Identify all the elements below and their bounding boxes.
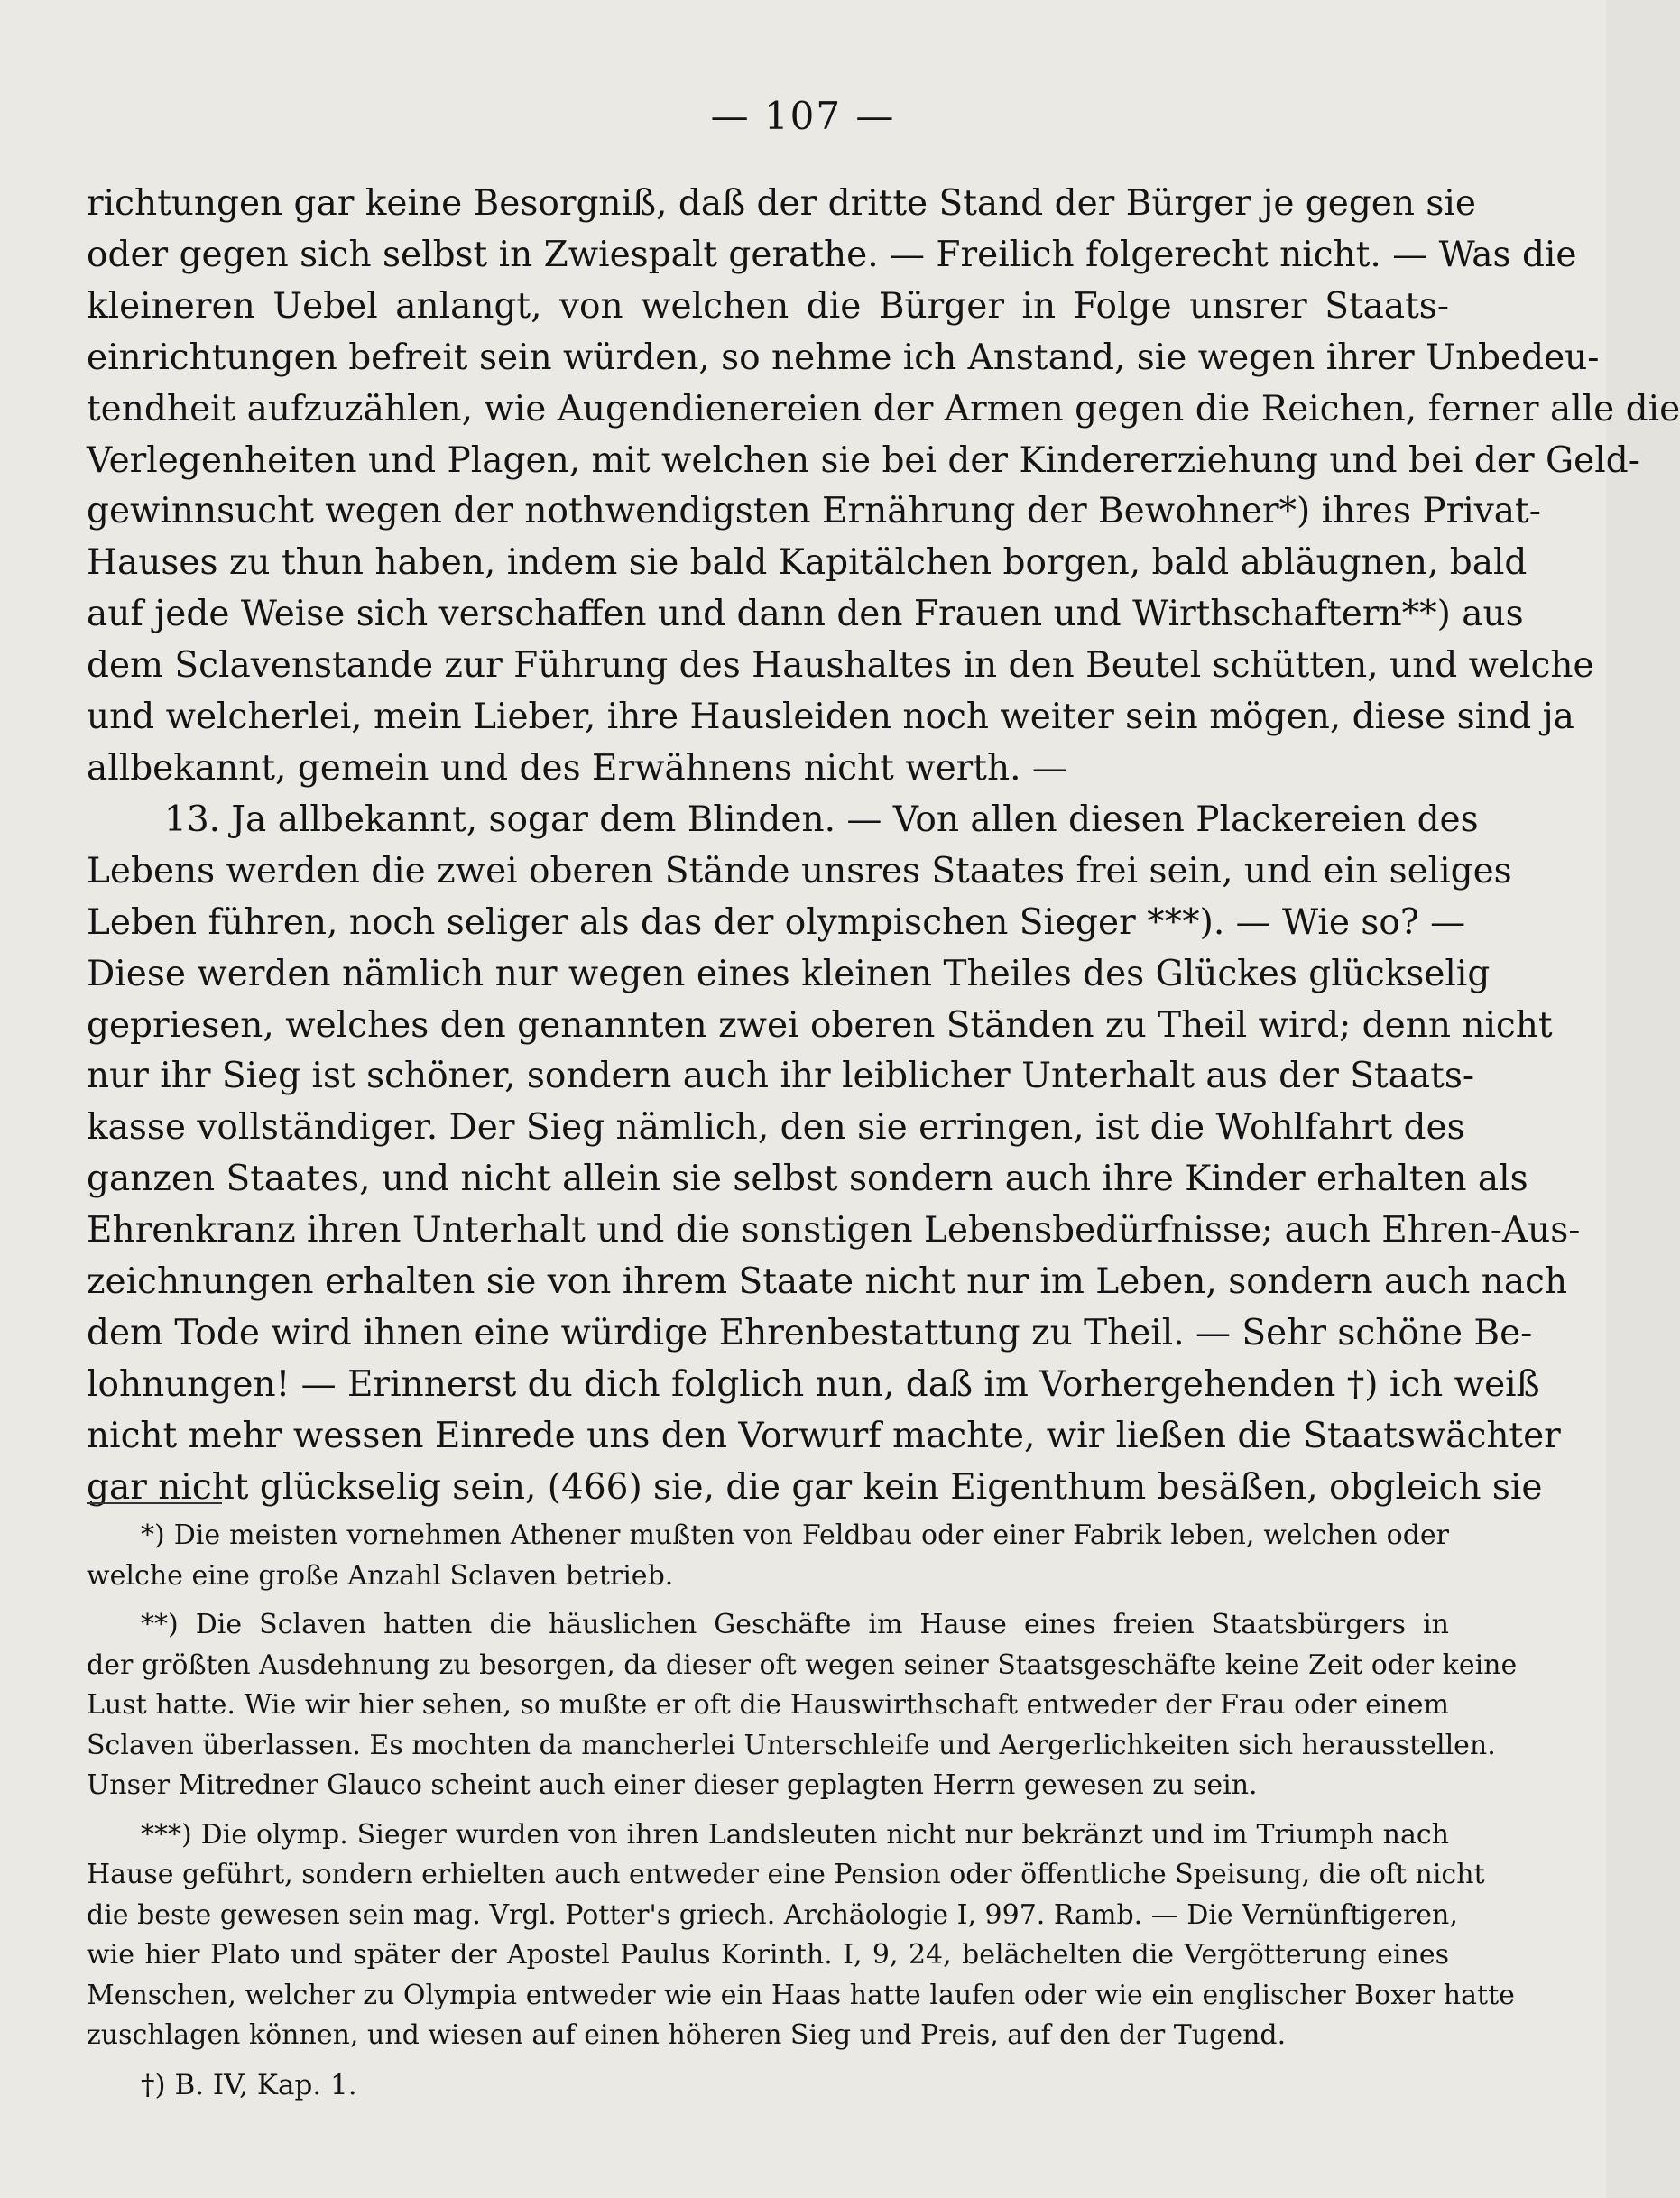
text-line: auf jede Weise sich verschaffen und dann den Frauen und Wirthschaftern**) aus [87, 594, 1524, 635]
text-line: oder gegen sich selbst in Zwiespalt gerathe. — Freilich folgerecht nicht. — Was die [87, 234, 1577, 275]
text-line: Lebens werden die zwei oberen Stände unsres Staates frei sein, und ein seliges [87, 850, 1512, 891]
main-text [87, 179, 1680, 1514]
text-line: tendheit aufzuzählen, wie Augendienereien der Armen gegen die Reichen, ferner alle die [87, 388, 1680, 429]
footnote-line: Lust hatte. Wie wir hier sehen, so mußte er oft die Hauswirthschaft entweder der Frau oder einem [87, 1689, 1449, 1721]
footnote-line: zuschlagen können, und wiesen auf einen höheren Sieg und Preis, auf den der Tugend. [87, 2019, 1287, 2051]
footnote-line: der größten Ausdehnung zu besorgen, da dieser oft wegen seiner Staatsgeschäfte keine Zeit oder keine [87, 1648, 1518, 1681]
text-line: Ehrenkranz ihren Unterhalt und die sonstigen Lebensbedürfnisse; auch Ehren-Aus- [87, 1210, 1581, 1251]
text-line: allbekannt, gemein und des Erwähnens nicht werth. — [87, 747, 1067, 789]
text-line: lohnungen! — Erinnerst du dich folglich nun, daß im Vorhergehenden †) ich weiß [87, 1363, 1540, 1405]
footnote-line: ***) Die olymp. Sieger wurden von ihren Landsleuten nicht nur bekränzt und im Triumph nach [141, 1818, 1449, 1851]
text-line: Hauses zu thun haben, indem sie bald Kapitälchen borgen, bald abläugnen, bald [87, 542, 1528, 584]
text-line: Verlegenheiten und Plagen, mit welchen sie bei der Kindererziehung und bei der Geld- [87, 439, 1640, 481]
text-line: kasse vollständiger. Der Sieg nämlich, den sie erringen, ist die Wohlfahrt des [87, 1107, 1465, 1149]
text-line: Diese werden nämlich nur wegen eines kleinen Theiles des Glückes glückselig [87, 953, 1491, 994]
text-line: dem Tode wird ihnen eine würdige Ehrenbestattung zu Theil. — Sehr schöne Be- [87, 1312, 1533, 1353]
text-line: kleineren Uebel anlangt, von welchen die Bürger in Folge unsrer Staats- [87, 285, 1449, 327]
text-line: gepriesen, welches den genannten zwei oberen Ständen zu Theil wird; denn nicht [87, 1004, 1553, 1046]
dagger-footnote: †) B. IV, Kap. 1. [141, 2068, 357, 2101]
text-line: gar nicht glückselig sein, (466) sie, die gar kein Eigenthum besäßen, obgleich sie [87, 1466, 1543, 1508]
text-line: Leben führen, noch seliger als das der olympischen Sieger ***). — Wie so? — [87, 901, 1466, 943]
text-line: dem Sclavenstande zur Führung des Haushaltes in den Beutel schütten, und welche [87, 645, 1594, 687]
footnote-line: Unser Mitredner Glauco scheint auch einer dieser geplagten Herrn gewesen zu sein. [87, 1769, 1258, 1801]
page-number: — 107 — [710, 94, 896, 138]
footnote-3 [87, 1815, 1515, 2056]
footnote-line: *) Die meisten vornehmen Athener mußten von Feldbau oder einer Fabrik leben, welchen oder [141, 1519, 1449, 1551]
footnote-1 [87, 1516, 1449, 1596]
text-line: zeichnungen erhalten sie von ihrem Staate nicht nur im Leben, sondern auch nach [87, 1261, 1568, 1303]
text-line: einrichtungen befreit sein würden, so nehme ich Anstand, sie wegen ihrer Unbedeu- [87, 337, 1600, 378]
footnote-line: Menschen, welcher zu Olympia entweder wie ein Haas hatte laufen oder wie ein englischer Boxer hatte [87, 1979, 1515, 2011]
text-line: nicht mehr wessen Einrede uns den Vorwurf machte, wir ließen die Staatswächter [87, 1415, 1561, 1456]
text-line: ganzen Staates, und nicht allein sie selbst sondern auch ihre Kinder erhalten als [87, 1159, 1528, 1200]
footnote-line: **) Die Sclaven hatten die häuslichen Geschäfte im Hause eines freien Staatsbürgers in [141, 1609, 1449, 1640]
text-line: richtungen gar keine Besorgniß, daß der dritte Stand der Bürger je gegen sie [87, 183, 1476, 224]
text-line: nur ihr Sieg ist schöner, sondern auch ihr leiblicher Unterhalt aus der Staats- [87, 1056, 1475, 1097]
footnote-2 [87, 1605, 1518, 1806]
footnotes [87, 1516, 1518, 2105]
footnote-line: wie hier Plato und später der Apostel Paulus Korinth. I, 9, 24, belächelten die Vergötterung eines [87, 1939, 1449, 1971]
footnote-line: die beste gewesen sein mag. Vrgl. Potter's griech. Archäologie I, 997. Ramb. — Die Vernünftigeren, [87, 1898, 1458, 1931]
text-line: und welcherlei, mein Lieber, ihre Hausleiden noch weiter sein mögen, diese sind ja [87, 697, 1574, 738]
section-13-start: 13. Ja allbekannt, sogar dem Blinden. — Von allen diesen Plackereien des [164, 799, 1479, 840]
footnote-line: Sclaven überlassen. Es mochten da mancherlei Unterschleife und Aergerlichkeiten sich herausstellen. [87, 1729, 1496, 1761]
footnote-line: welche eine große Anzahl Sclaven betrieb. [87, 1559, 674, 1592]
footnote-line: Hause geführt, sondern erhielten auch entweder eine Pension oder öffentliche Speisung, die oft nicht [87, 1859, 1485, 1890]
text-line: gewinnsucht wegen der nothwendigsten Ernährung der Bewohner*) ihres Privat- [87, 491, 1541, 532]
footnote-rule [87, 1502, 222, 1504]
